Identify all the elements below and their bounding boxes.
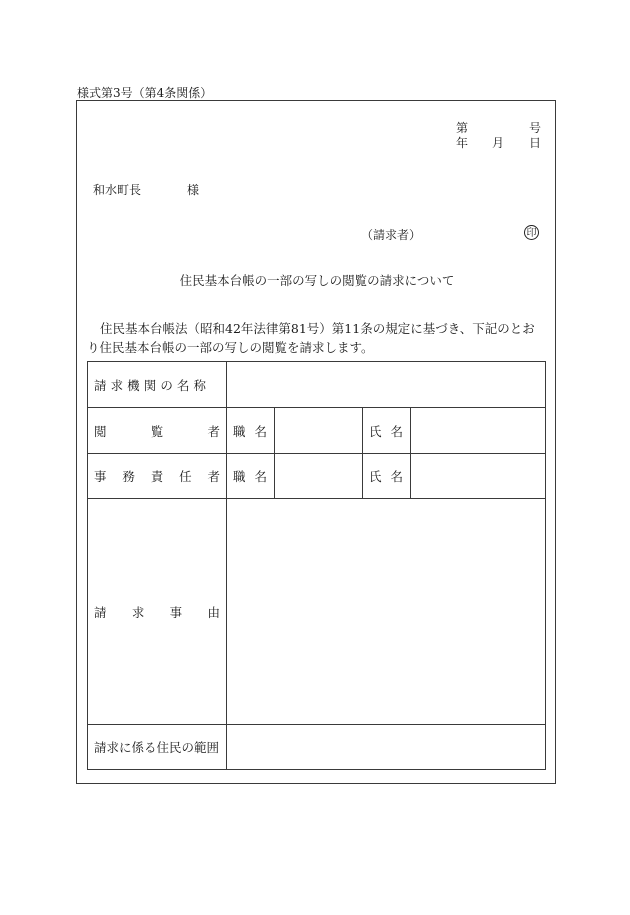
scope-label: 請求に係る住民の範囲 [88,725,227,770]
viewer-position-label: 職 名 [227,408,275,454]
viewer-name-label: 氏 名 [363,408,411,454]
agency-name-label: 請 求 機 関 の 名 称 [88,362,227,408]
manager-row [88,454,546,499]
reason-field[interactable] [227,499,546,725]
form-frame [76,100,556,784]
date-year: 年 [456,136,469,150]
manager-name-label: 氏 名 [363,454,411,499]
requester-label: （請求者） [361,228,422,242]
viewer-label: 閲 覧 者 [88,408,227,454]
date-day: 日 [529,136,542,150]
reason-row [88,499,546,725]
seal-mark: 印 [524,225,539,240]
viewer-name-field[interactable] [411,408,546,454]
reason-label: 請 求 事 由 [88,499,227,725]
addressee-honorific: 様 [187,183,200,197]
form-number-label: 様式第3号（第4条関係） [77,86,213,100]
number-suffix: 号 [529,121,542,135]
scope-field[interactable] [227,725,546,770]
number-prefix: 第 [456,121,469,135]
scope-row [88,725,546,770]
agency-row [88,362,546,408]
date-month: 月 [492,136,505,150]
viewer-position-field[interactable] [275,408,363,454]
manager-position-label: 職 名 [227,454,275,499]
request-table [87,361,546,770]
document-body: 住民基本台帳法（昭和42年法律第81号）第11条の規定に基づき、下記のとおり住民基本台帳の一部の写しの閲覧を請求します。 [87,321,535,355]
manager-position-field[interactable] [275,454,363,499]
manager-name-field[interactable] [411,454,546,499]
viewer-row [88,408,546,454]
addressee-name: 和水町長 [93,183,142,197]
manager-label: 事 務 責 任 者 [88,454,227,499]
agency-name-field[interactable] [227,362,546,408]
document-title: 住民基本台帳の一部の写しの閲覧の請求について [179,273,455,288]
